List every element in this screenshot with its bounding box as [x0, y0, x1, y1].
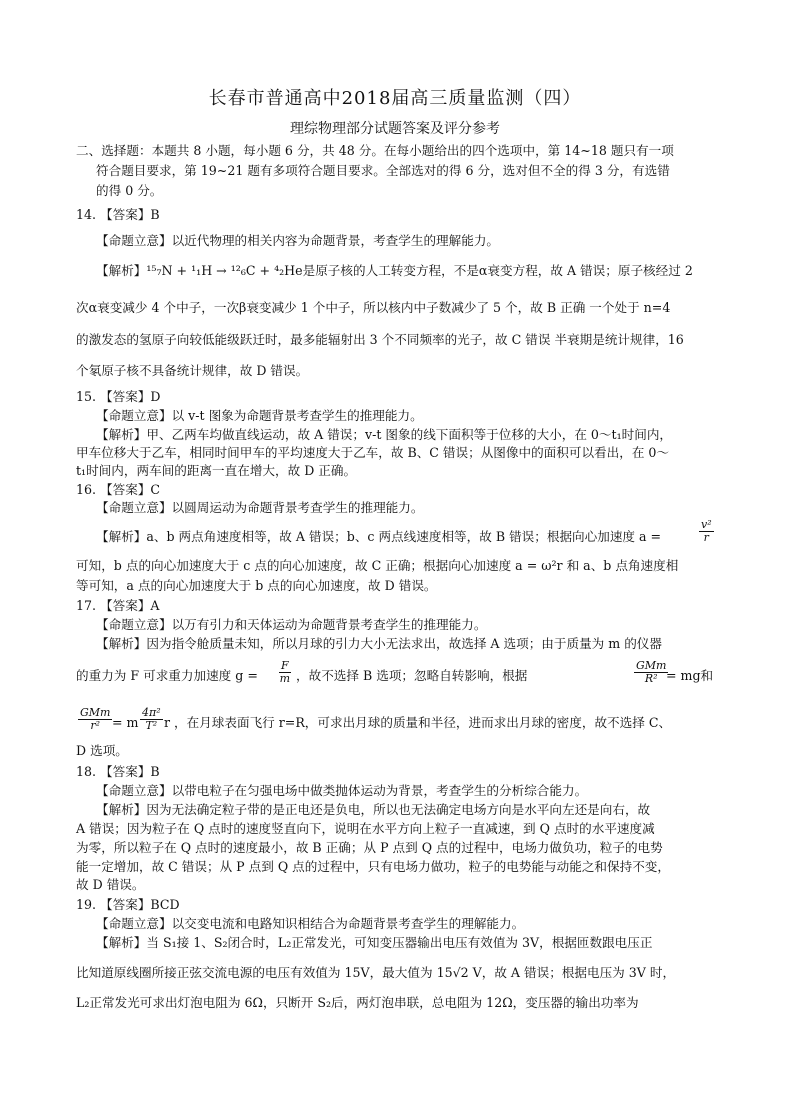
- intent-line: 【命题立意】以 v-t 图象为命题背景考查学生的推理能力。: [96, 408, 423, 423]
- formula-equals-m: = m: [112, 715, 139, 730]
- analysis-line: 次α衰变减少 4 个中子，一次β衰变减少 1 个中子，所以核内中子数减少了 5 个，故 B 正确 一个处于 n=4: [76, 300, 671, 315]
- analysis-line: 比知道原线圈所接正弦交流电源的电压有效值为 15V，最大值为 15√2 V，故 A 错误；根据电压为 3V 时，: [76, 965, 676, 980]
- formula-denominator: r²: [90, 719, 101, 732]
- analysis-line: 【解析】a、b 两点角速度相等，故 A 错误；b、c 两点线速度相等，故 B 错误；根据向心加速度 a =: [96, 529, 662, 544]
- analysis-line: 【解析】当 S₁接 1、S₂闭合时，L₂正常发光，可知变压器输出电压有效值为 3V，根据匝数跟电压正: [96, 935, 653, 950]
- formula-numerator: 4π²: [142, 706, 161, 719]
- formula-denominator: T²: [145, 719, 158, 732]
- formula-GMm-over-R2: [634, 660, 668, 685]
- answer-heading-17: 17. 【答案】A: [76, 598, 160, 613]
- answer-heading-14: 14. 【答案】B: [76, 207, 160, 222]
- answer-heading-19: 19. 【答案】BCD: [76, 897, 180, 912]
- analysis-line: 【解析】因为无法确定粒子带的是正电还是负电，所以也无法确定电场方向是水平向左还是向右，故: [96, 802, 651, 817]
- analysis-line: = mg和: [666, 668, 714, 683]
- formula-4pi2-over-T2: [140, 707, 163, 732]
- analysis-line: 个氡原子核不具备统计规律，故 D 错误。: [76, 363, 309, 378]
- analysis-line: 【解析】甲、乙两车均做直线运动，故 A 错误；v-t 图象的线下面积等于位移的大小，在 0～t₁时间内，: [96, 427, 673, 442]
- analysis-line: 可知，b 点的向心加速度大于 c 点的向心加速度，故 C 正确；根据向心加速度 a = ω²r 和 a、b 点角速度相: [76, 558, 679, 573]
- formula-denominator: r: [703, 531, 709, 544]
- intent-line: 【命题立意】以带电粒子在匀强电场中做类抛体运动为背景，考查学生的分析综合能力。: [96, 783, 588, 798]
- analysis-line: 的重力为 F 可求重力加速度 g =: [76, 668, 258, 683]
- analysis-line: A 错误；因为粒子在 Q 点时的速度竖直向下，说明在水平方向上粒子一直减速，到 Q 点时的水平速度减: [76, 821, 655, 836]
- formula-GMm-over-r2: [78, 707, 112, 732]
- analysis-line: 的激发态的氢原子向较低能级跃迁时，最多能辐射出 3 个不同频率的光子，故 C 错误 半衰期是统计规律，16: [76, 332, 684, 347]
- page-subtitle: 理综物理部分试题答案及评分参考: [290, 121, 500, 137]
- section-intro-line: 的得 0 分。: [96, 183, 163, 198]
- formula-numerator: GMm: [80, 706, 111, 719]
- intent-line: 【命题立意】以万有引力和天体运动为命题背景考查学生的推理能力。: [96, 617, 487, 632]
- formula-r-tail: r: [164, 715, 171, 730]
- formula-v2-over-r: [699, 519, 714, 544]
- analysis-line: L₂正常发光可求出灯泡电阻为 6Ω，只断开 S₂后，两灯泡串联，总电阻为 12Ω，变压器的输出功率为: [76, 995, 639, 1010]
- page-title: 长春市普通高中2018届高三质量监测（四）: [208, 88, 582, 109]
- answer-heading-15: 15. 【答案】D: [76, 389, 161, 404]
- analysis-line: 故 D 错误。: [76, 877, 145, 892]
- formula-numerator: GMm: [636, 659, 667, 672]
- intent-line: 【命题立意】以近代物理的相关内容为命题背景，考查学生的理解能力。: [96, 233, 499, 248]
- answer-heading-18: 18. 【答案】B: [76, 764, 160, 779]
- analysis-line: ，故不选择 B 选项；忽略自转影响，根据: [296, 668, 528, 683]
- formula-denominator: R²: [644, 672, 658, 685]
- analysis-line: 为零，所以粒子在 Q 点时的速度最小，故 B 正确；从 P 点到 Q 点的过程中，电场力做负功，粒子的电势: [76, 840, 663, 855]
- analysis-line: 能一定增加，故 C 错误；从 P 点到 Q 点的过程中，只有电场力做功，粒子的电势能与动能之和保持不变，: [76, 859, 670, 874]
- answer-heading-16: 16. 【答案】C: [76, 482, 161, 497]
- analysis-line: t₁时间内，两车间的距离一直在增大，故 D 正确。: [76, 463, 357, 478]
- analysis-line: 【解析】¹⁵₇N + ¹₁H → ¹²₆C + ⁴₂He是原子核的人工转变方程，不是α衰变方程，故 A 错误；原子核经过 2: [96, 263, 693, 278]
- analysis-line: 等可知，a 点的向心加速度大于 b 点的向心加速度，故 D 错误。: [76, 578, 437, 593]
- section-intro-line: 二、选择题：本题共 8 小题，每小题 6 分，共 48 分。在每小题给出的四个选项中，第 14~18 题只有一项: [76, 143, 674, 158]
- intent-line: 【命题立意】以交变电流和电路知识相结合为命题背景考查学生的理解能力。: [96, 916, 525, 931]
- formula-denominator: m: [279, 672, 291, 685]
- section-intro-line: 符合题目要求，第 19~21 题有多项符合题目要求。全部选对的得 6 分，选对但不全的得 3 分，有选错: [96, 163, 670, 178]
- analysis-line: 甲车位移大于乙车，相同时间甲车的平均速度大于乙车，故 B、C 错误；从图像中的面积可以看出，在 0～: [76, 445, 670, 460]
- analysis-line: D 选项。: [76, 743, 128, 758]
- formula-numerator: F: [281, 659, 289, 672]
- analysis-line: ，在月球表面飞行 r=R，可求出月球的质量和半径，进而求出月球的密度，故不选择 C、: [174, 715, 672, 730]
- formula-F-over-m: [279, 660, 291, 685]
- intent-line: 【命题立意】以圆周运动为命题背景考查学生的推理能力。: [96, 500, 424, 515]
- analysis-line: 【解析】因为指令舱质量未知，所以月球的引力大小无法求出，故选择 A 选项；由于质量为 m 的仪器: [96, 636, 662, 651]
- formula-numerator: v²: [701, 518, 712, 531]
